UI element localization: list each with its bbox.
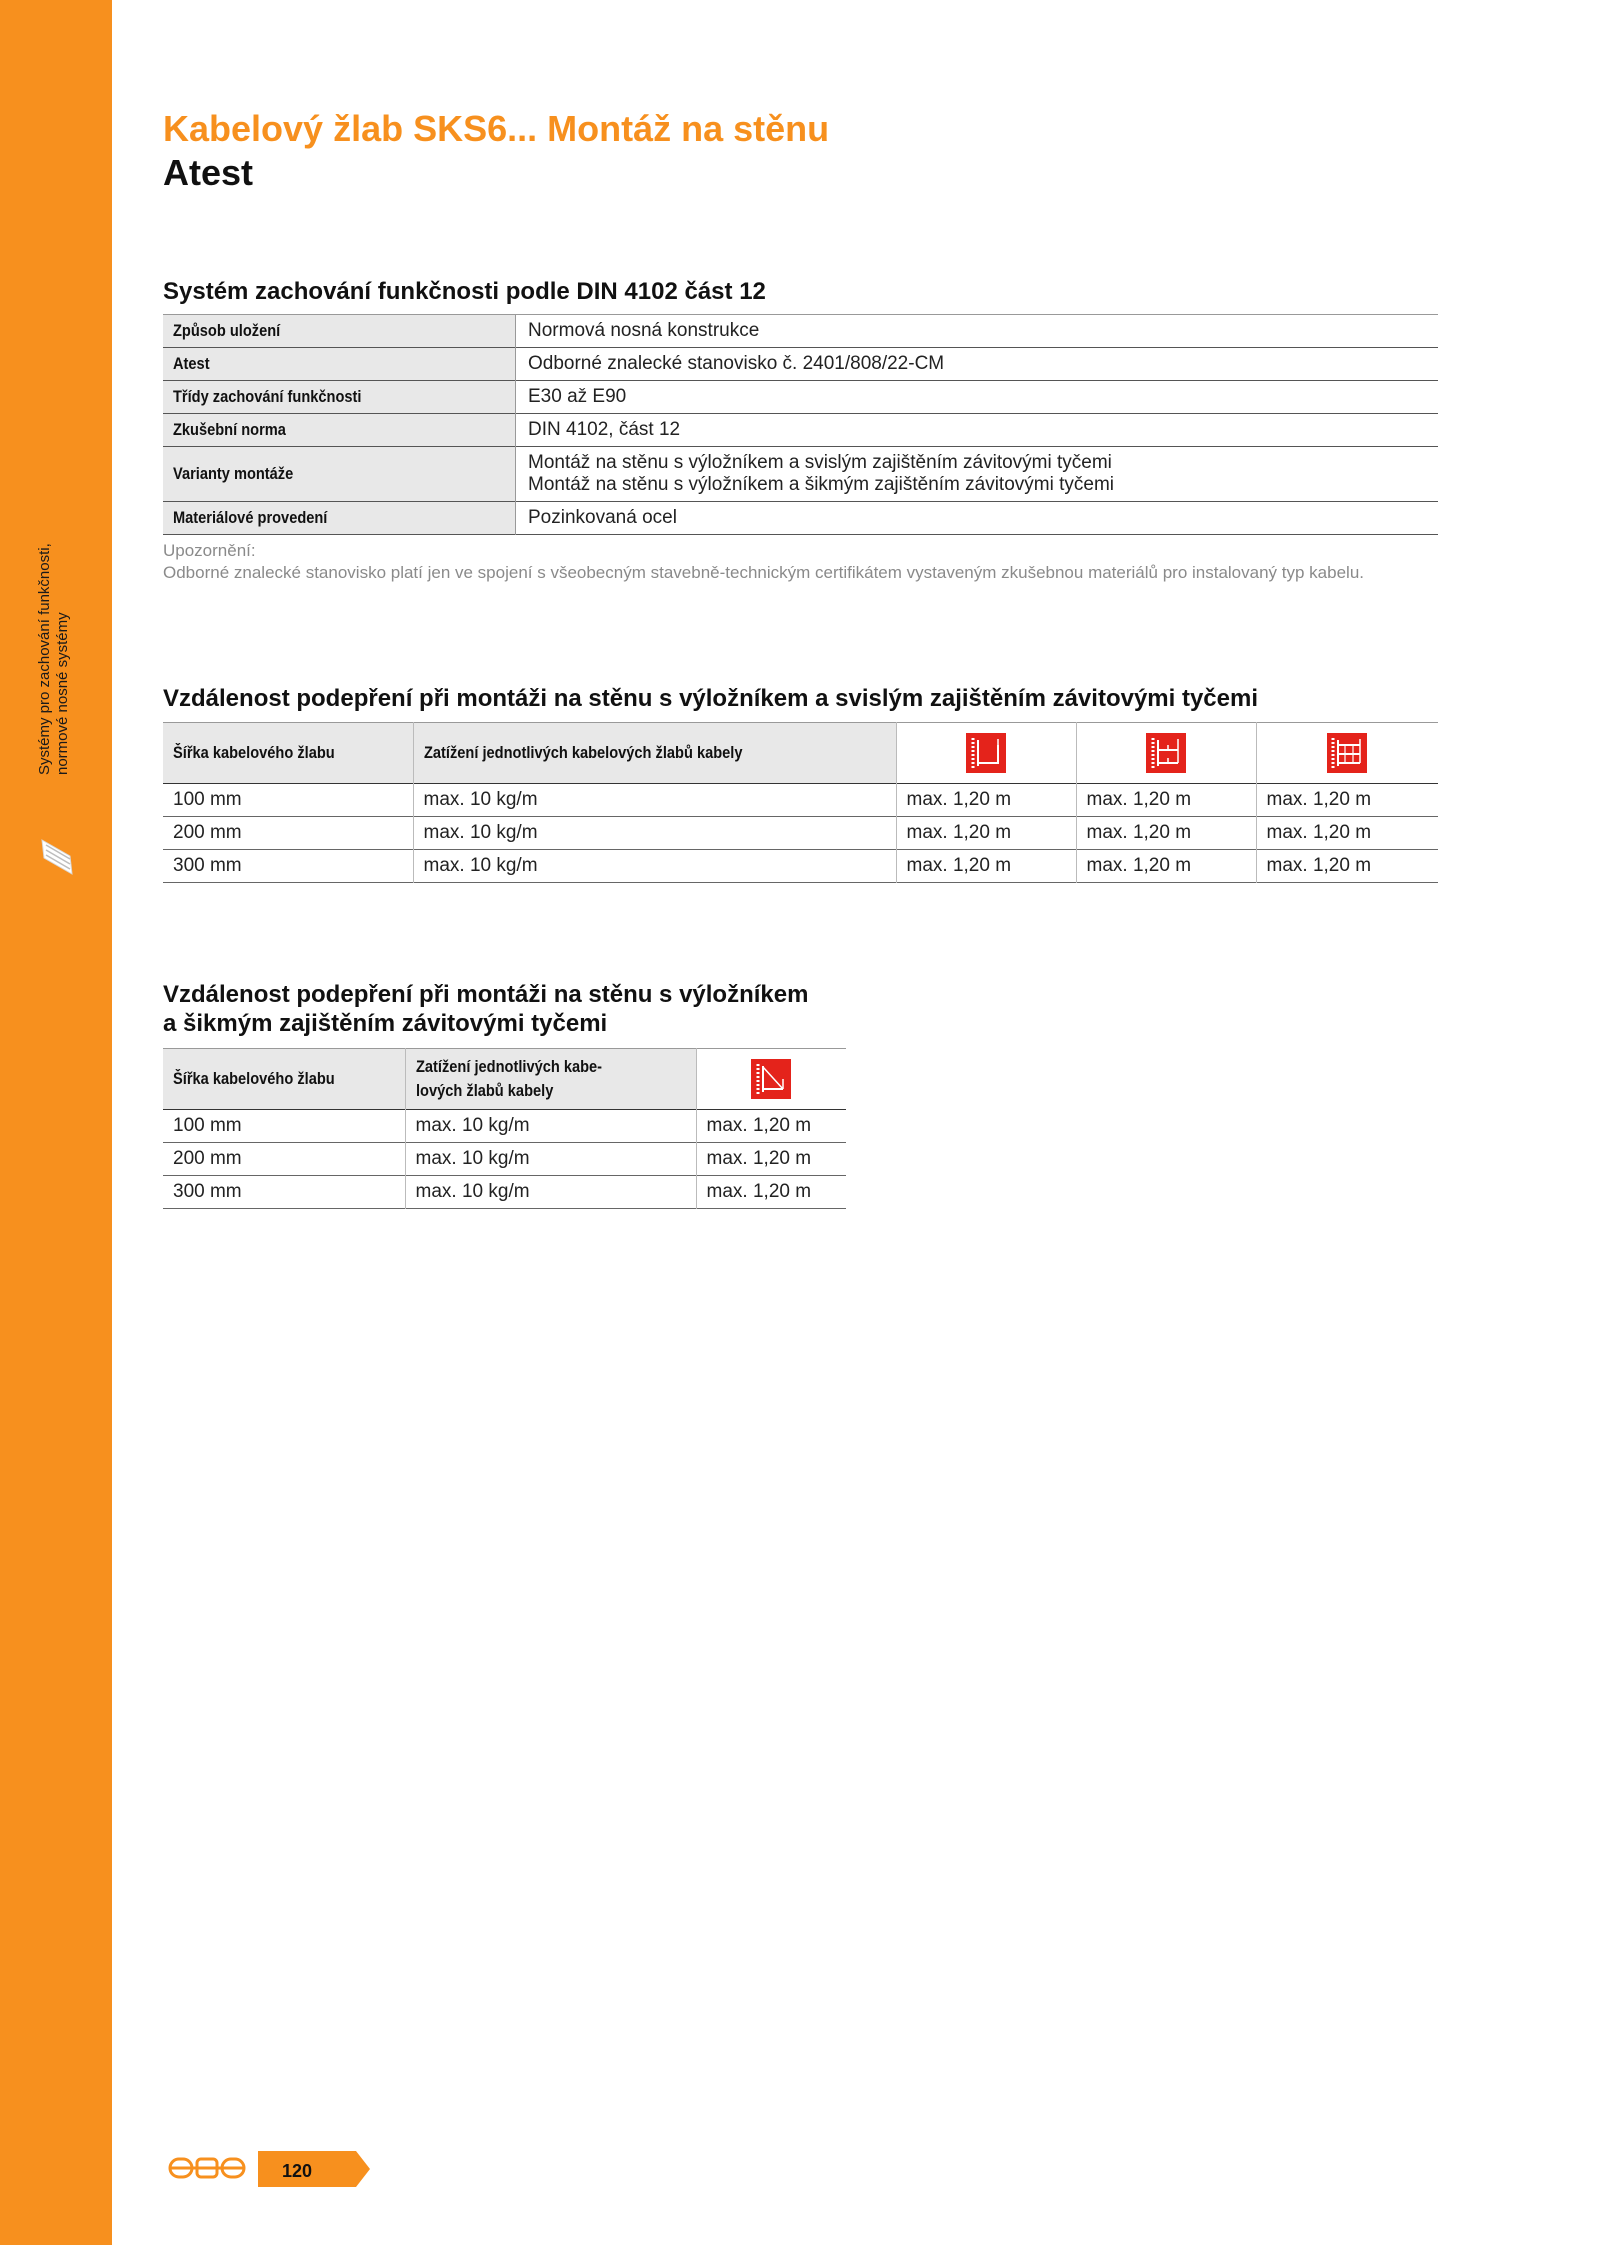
cell-distance: max. 1,20 m <box>706 1181 812 1202</box>
cell-load: max. 10 kg/m <box>405 1110 696 1143</box>
cell-distance: max. 1,20 m <box>1076 850 1256 883</box>
table-row <box>163 315 1438 348</box>
column-header-icon <box>696 1049 846 1110</box>
note-text: Odborné znalecké stanovisko platí jen ve spojení s všeobecným stavebně-technickým certifikátem vystaveným zkušebnou materiálů pro instalovaný typ kabelu. <box>163 563 1364 582</box>
cell-distance: max. 1,20 m <box>896 817 1076 850</box>
row-value: Normová nosná konstrukce <box>528 320 760 341</box>
sidebar-line-1: Systémy pro zachování funkčnosti, <box>36 543 53 775</box>
mounting-3-tier-icon <box>1327 733 1367 773</box>
cell-load: max. 10 kg/m <box>413 817 896 850</box>
cell-width: 300 mm <box>163 850 413 883</box>
row-label: Zkušební norma <box>163 414 516 447</box>
row-label: Materiálové provedení <box>163 502 516 535</box>
cell-width: 100 mm <box>163 784 413 817</box>
table-row <box>163 1110 846 1143</box>
row-value: Odborné znalecké stanovisko č. 2401/808/22-CM <box>528 353 945 374</box>
table-row <box>163 348 1438 381</box>
cell-width: 200 mm <box>163 817 413 850</box>
page-subtitle: Atest <box>163 152 254 193</box>
row-value-line: Montáž na stěnu s výložníkem a šikmým zajištěním závitovými tyčemi <box>528 474 1115 495</box>
cell-load: max. 10 kg/m <box>405 1143 696 1176</box>
row-label: Způsob uložení <box>163 315 516 348</box>
cell-distance: max. 1,20 m <box>1266 822 1372 843</box>
table-row <box>163 850 1438 883</box>
section3-title <box>163 980 808 1038</box>
table-row <box>163 1143 846 1176</box>
row-label: Varianty montáže <box>163 447 516 502</box>
certification-table <box>163 314 1438 535</box>
sidebar-category-label <box>36 475 72 775</box>
sidebar-line-2: normové nosné systémy <box>54 612 71 775</box>
section1-title: Systém zachování funkčnosti podle DIN 4102 část 12 <box>163 278 766 305</box>
row-label: Atest <box>163 348 516 381</box>
section2-title: Vzdálenost podepření při montáži na stěnu s výložníkem a svislým zajištěním závitovými tyčemi <box>163 685 1259 712</box>
page-number-badge <box>258 2151 370 2187</box>
table-row <box>163 414 1438 447</box>
column-header-width: Šířka kabelového žlabu <box>163 1049 405 1110</box>
cell-distance: max. 1,20 m <box>1266 789 1372 810</box>
row-value: Pozinkovaná ocel <box>528 507 677 528</box>
cable-tray-icon <box>40 830 74 880</box>
obo-logo <box>168 2153 248 2183</box>
note-label: Upozornění: <box>163 541 256 560</box>
column-header-icon-3 <box>1256 723 1438 784</box>
column-header-width: Šířka kabelového žlabu <box>163 723 413 784</box>
note <box>163 540 1438 584</box>
cell-load: max. 10 kg/m <box>405 1176 696 1209</box>
support-distance-table-vertical <box>163 722 1438 883</box>
table-row <box>163 1176 846 1209</box>
row-value: DIN 4102, část 12 <box>528 419 681 440</box>
cell-width: 300 mm <box>163 1176 405 1209</box>
cell-distance: max. 1,20 m <box>1076 817 1256 850</box>
table-row <box>163 817 1438 850</box>
cell-width: 200 mm <box>163 1143 405 1176</box>
column-header-icon-2 <box>1076 723 1256 784</box>
cell-load: max. 10 kg/m <box>413 784 896 817</box>
column-header-icon-1 <box>896 723 1076 784</box>
row-value <box>516 447 1439 502</box>
table-row <box>163 502 1438 535</box>
table-row <box>163 447 1438 502</box>
table-row <box>163 784 1438 817</box>
page-title: Kabelový žlab SKS6... Montáž na stěnu <box>163 108 830 149</box>
sidebar <box>0 0 112 2245</box>
cell-distance: max. 1,20 m <box>896 850 1076 883</box>
section3-title-line-2: a šikmým zajištěním závitovými tyčemi <box>163 1010 608 1037</box>
cell-distance: max. 1,20 m <box>1266 855 1372 876</box>
section3-title-line-1: Vzdálenost podepření při montáži na stěnu s výložníkem <box>163 981 809 1008</box>
cell-distance: max. 1,20 m <box>706 1148 812 1169</box>
cell-distance: max. 1,20 m <box>896 784 1076 817</box>
cell-distance: max. 1,20 m <box>1076 784 1256 817</box>
cell-width: 100 mm <box>163 1110 405 1143</box>
row-label: Třídy zachování funkčnosti <box>163 381 516 414</box>
cell-distance: max. 1,20 m <box>706 1115 812 1136</box>
table-header-row <box>163 1049 846 1110</box>
table-header-row <box>163 723 1438 784</box>
column-header-load: Zatížení jednotlivých kabe-lových žlabů kabely <box>405 1049 696 1110</box>
page-number: 120 <box>282 2161 313 2181</box>
mounting-diagonal-icon <box>751 1059 791 1099</box>
mounting-1-tier-icon <box>966 733 1006 773</box>
row-value-line: Montáž na stěnu s výložníkem a svislým zajištěním závitovými tyčemi <box>528 452 1112 473</box>
table-row <box>163 381 1438 414</box>
column-header-load: Zatížení jednotlivých kabelových žlabů kabely <box>413 723 896 784</box>
support-distance-table-diagonal <box>163 1048 846 1209</box>
mounting-2-tier-icon <box>1146 733 1186 773</box>
row-value: E30 až E90 <box>528 386 627 407</box>
cell-load: max. 10 kg/m <box>413 850 896 883</box>
